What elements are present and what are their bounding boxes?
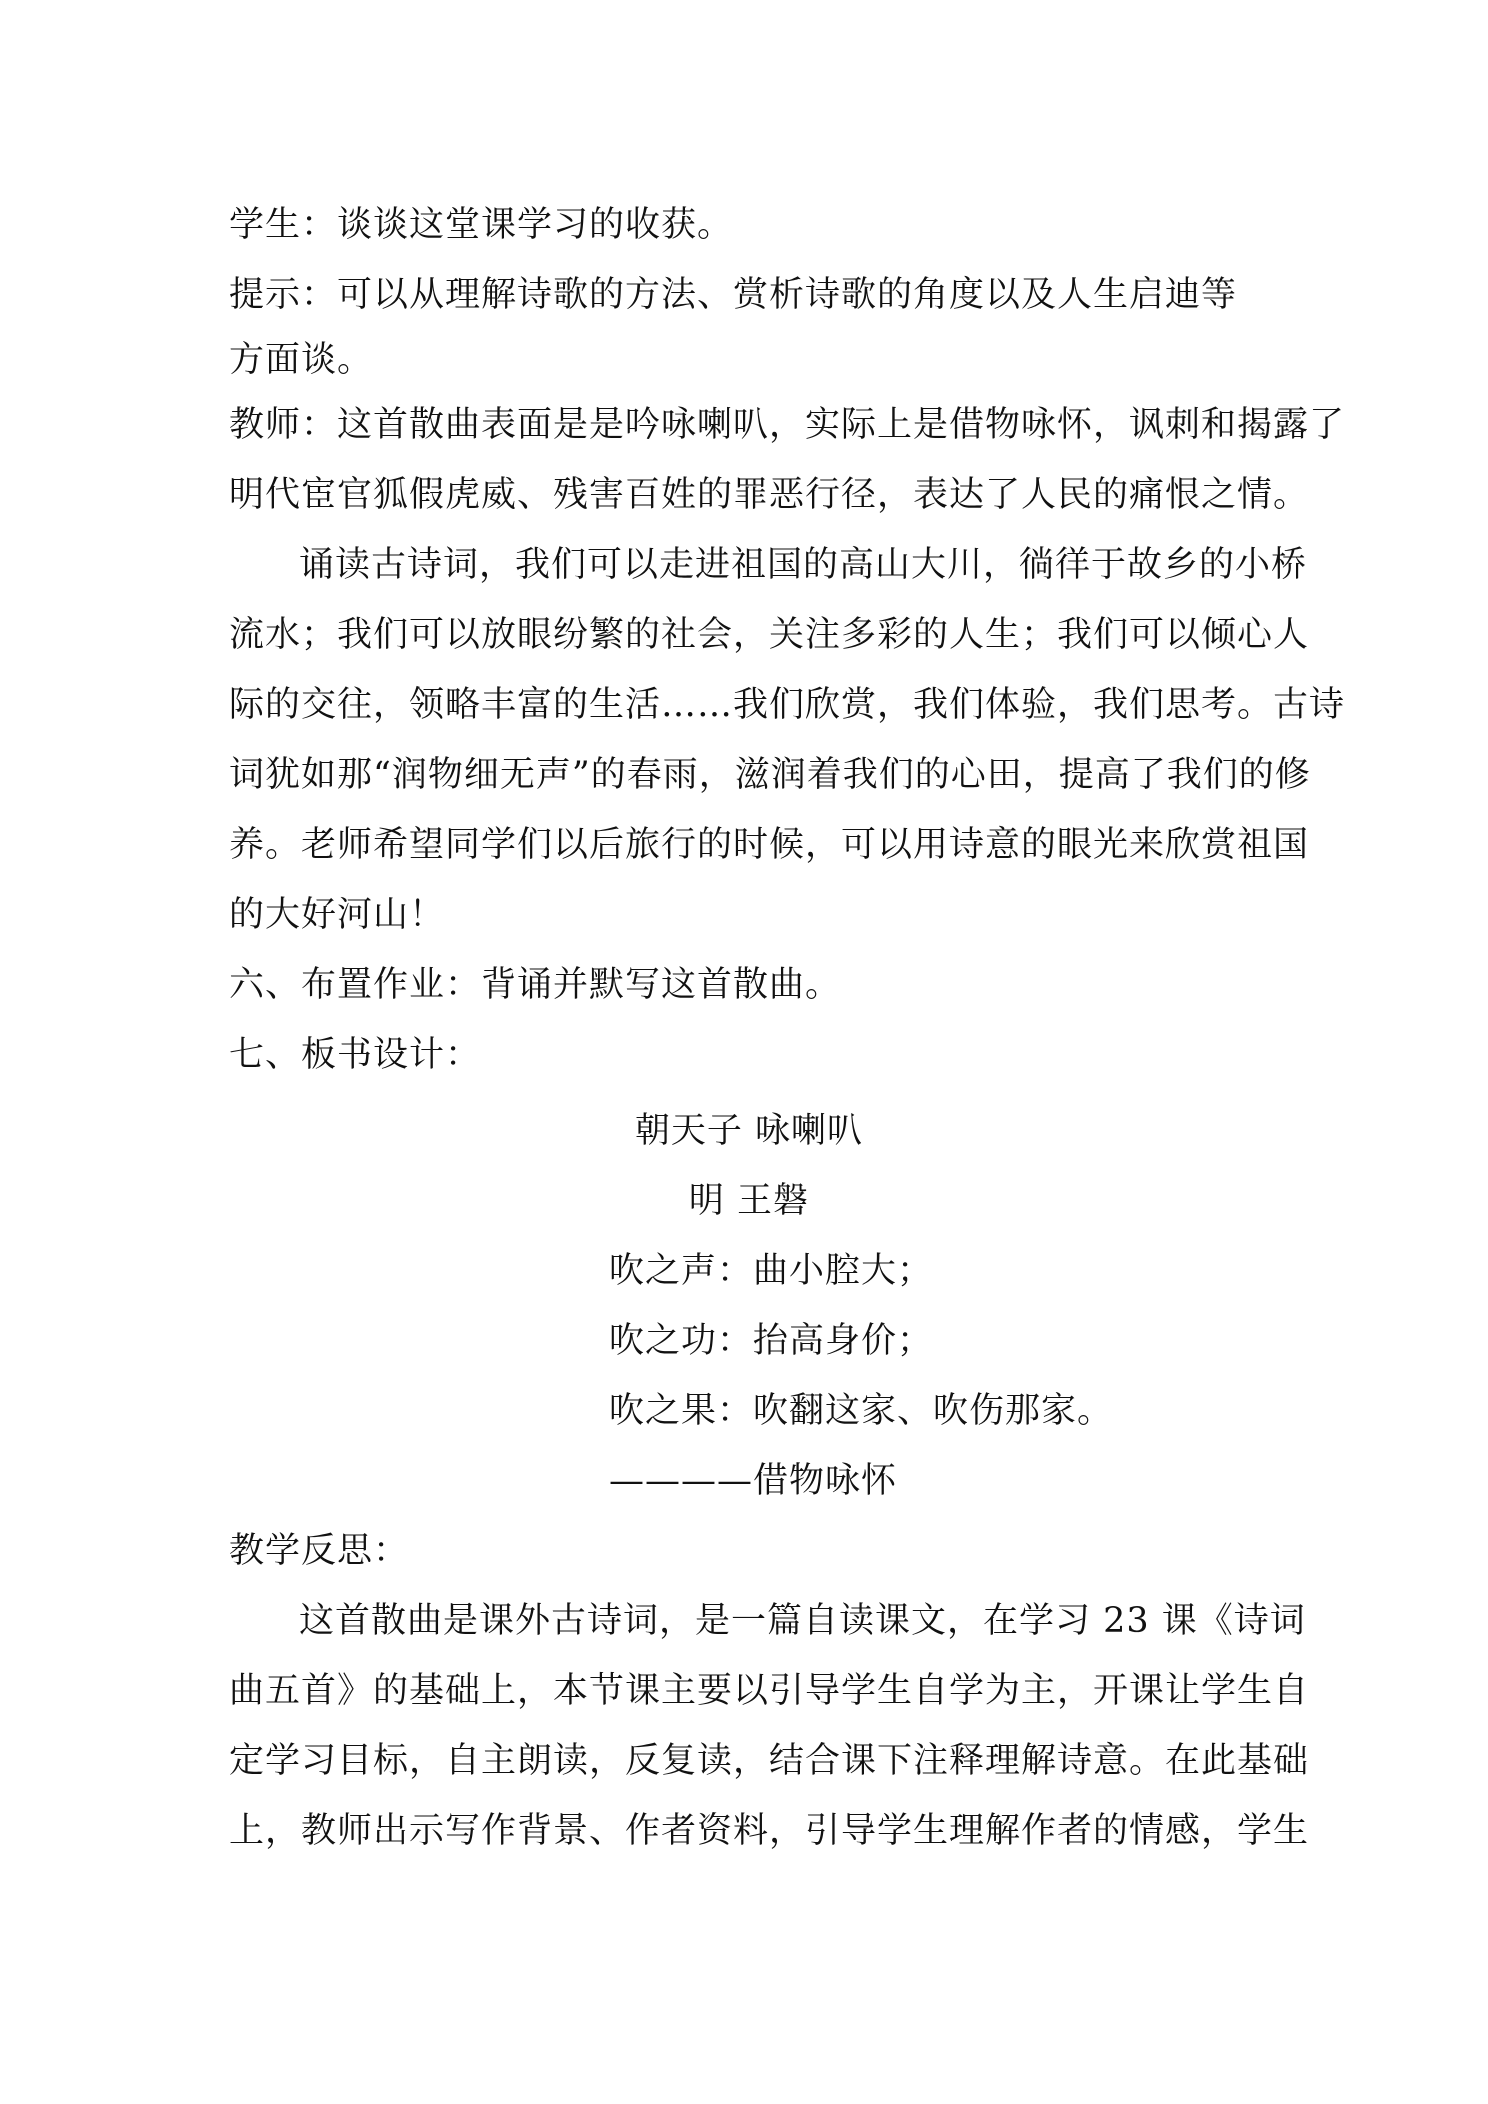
teacher-line-1: 教师：这首散曲表面是是吟咏喇叭，实际上是借物咏怀，讽刺和揭露了 <box>229 405 1346 445</box>
reading-line-5: 养。老师希望同学们以后旅行的时候，可以用诗意的眼光来欣赏祖国 <box>229 825 1310 865</box>
board-title: 朝天子 咏喇叭 <box>634 1111 864 1151</box>
reading-line-1: 诵读古诗词，我们可以走进祖国的高山大川，徜徉于故乡的小桥 <box>299 545 1308 585</box>
reading-line-6: 的大好河山！ <box>229 895 446 935</box>
hint-line-1: 提示：可以从理解诗歌的方法、赏析诗歌的角度以及人生启迪等 <box>229 275 1238 315</box>
reflection-heading: 教学反思： <box>229 1531 410 1571</box>
board-author: 明 王磐 <box>688 1181 810 1221</box>
reading-line-4: 词犹如那“润物细无声”的春雨，滋润着我们的心田，提高了我们的修 <box>229 755 1311 795</box>
board-line-result: 吹之果：吹翻这家、吹伤那家。 <box>609 1391 1114 1431</box>
reading-line-2: 流水；我们可以放眼纷繁的社会，关注多彩的人生；我们可以倾心人 <box>229 615 1310 655</box>
homework-heading: 六、布置作业：背诵并默写这首散曲。 <box>229 965 842 1005</box>
board-design <box>229 1096 1269 1516</box>
reflection-line-3: 定学习目标，自主朗读，反复读，结合课下注释理解诗意。在此基础 <box>229 1741 1310 1781</box>
board-design-heading: 七、板书设计： <box>229 1035 482 1075</box>
reflection-line-2: 曲五首》的基础上，本节课主要以引导学生自学为主，开课让学生自 <box>229 1671 1310 1711</box>
hint-line-2: 方面谈。 <box>229 340 374 380</box>
student-prompt: 学生：谈谈这堂课学习的收获。 <box>229 205 734 245</box>
teacher-line-2: 明代宦官狐假虎威、残害百姓的罪恶行径，表达了人民的痛恨之情。 <box>229 475 1310 515</box>
board-line-effect: 吹之功：抬高身价； <box>609 1321 934 1361</box>
board-summary: ————借物咏怀 <box>609 1461 898 1501</box>
document-body <box>229 190 1346 1866</box>
reading-line-3: 际的交往，领略丰富的生活……我们欣赏，我们体验，我们思考。古诗 <box>229 685 1346 725</box>
reflection-line-4: 上，教师出示写作背景、作者资料，引导学生理解作者的情感，学生 <box>229 1811 1310 1851</box>
board-line-sound: 吹之声：曲小腔大； <box>609 1251 934 1291</box>
reflection-line-1: 这首散曲是课外古诗词，是一篇自读课文，在学习 23 课《诗词 <box>299 1601 1306 1641</box>
